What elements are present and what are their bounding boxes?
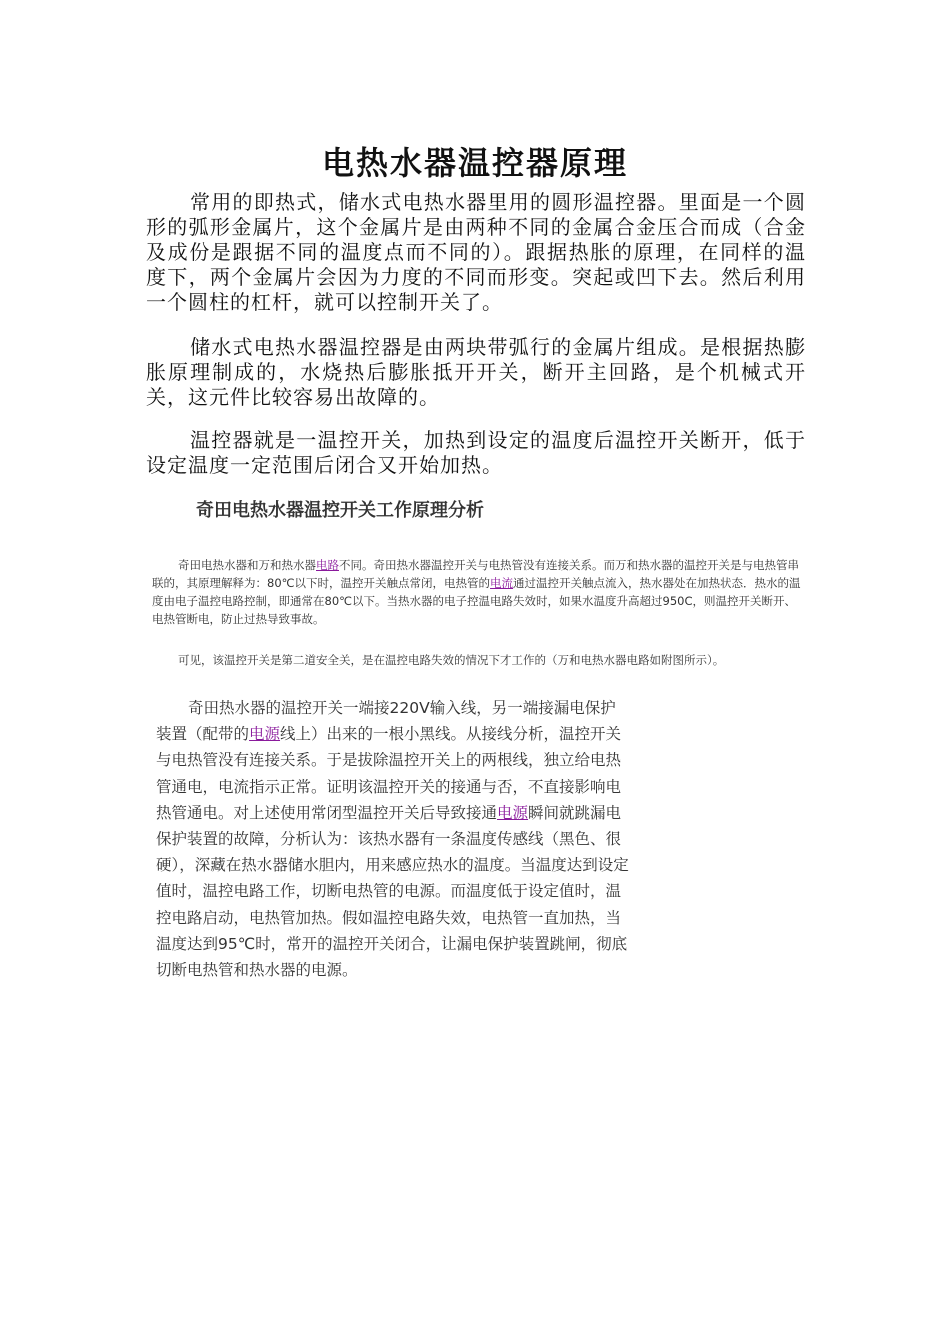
paragraph-text: 线上）出来的一根小黑线。从接线分析，温控开关与电热管没有连接关系。于是拔除温控开关上的两根线，独立给电热管通电，电流指示正常。证明该温控开关的接通与否，不直接影响电热管通电。对上述使用常闭型温控开关后导致接通 [156,725,622,822]
section-subtitle: 奇田电热水器温控开关工作原理分析 [196,500,484,521]
paragraph-text: 不同。奇田热水器温控开关与电热管没有连接关系。而万和热水器的温控开关是与电热管串联的，其原理解释为：80℃以下时，温控开关触点常闭，电热管的 [152,558,799,590]
paragraph-analysis [156,695,631,983]
paragraph-thermostat-switch: 温控器就是一温控开关，加热到设定的温度后温控开关断开，低于设定温度一定范围后闭合又开始加热。 [146,428,806,477]
paragraph-storage-thermostat: 储水式电热水器温控器是由两块带弧行的金属片组成。是根据热膨胀原理制成的，水烧热后膨胀抵开开关，断开主回路，是个机械式开关，这元件比较容易出故障的。 [146,335,806,409]
page-title: 电热水器温控器原理 [321,144,628,182]
paragraph-text: 奇田电热水器和万和热水器 [178,558,316,572]
paragraph-comparison [152,556,802,628]
link-power[interactable]: 电源 [249,725,281,744]
paragraph-text: 瞬间就跳漏电保护装置的故障，分析认为：该热水器有一条温度传感线（黑色、很硬），深藏在热水器储水胆内，用来感应热水的温度。当温度达到设定值时，温控电路工作，切断电热管的电源。而温度低于设定值时，温控电路启动，电热管加热。假如温控电路失效，电热管一直加热，当温度达到95℃时，常开的温控开关闭合，让漏电保护装置跳闸，彻底切断电热管和热水器的电源。 [156,803,629,980]
paragraph-intro: 常用的即热式，储水式电热水器里用的圆形温控器。里面是一个圆形的弧形金属片，这个金属片是由两种不同的金属合金压合而成（合金及成份是跟据不同的温度点而不同的）。跟据热胀的原理，在同样的温度下，两个金属片会因为力度的不同而形变。突起或凹下去。然后利用一个圆柱的杠杆，就可以控制开关了。 [146,190,806,314]
paragraph-safety-note: 可见，该温控开关是第二道安全关，是在温控电路失效的情况下才工作的（万和电热水器电路如附图所示）。 [178,653,725,667]
link-current[interactable]: 电流 [490,576,514,590]
paragraph-text: 通过温控开关触点流入，热水器处在加热状态．热水的温度由电子温控电路控制，即通常在80℃以下。当热水器的电子控温电路失效时，如果水温度升高超过950C，则温控开关断开、电热管断电，防止过热导致事故。 [152,576,801,626]
link-power[interactable]: 电源 [497,803,529,822]
paragraph-text: 奇田热水器的温控开关一端接220V输入线，另一端接漏电保护装置（配带的 [156,699,616,744]
link-circuit[interactable]: 电路 [316,558,339,572]
